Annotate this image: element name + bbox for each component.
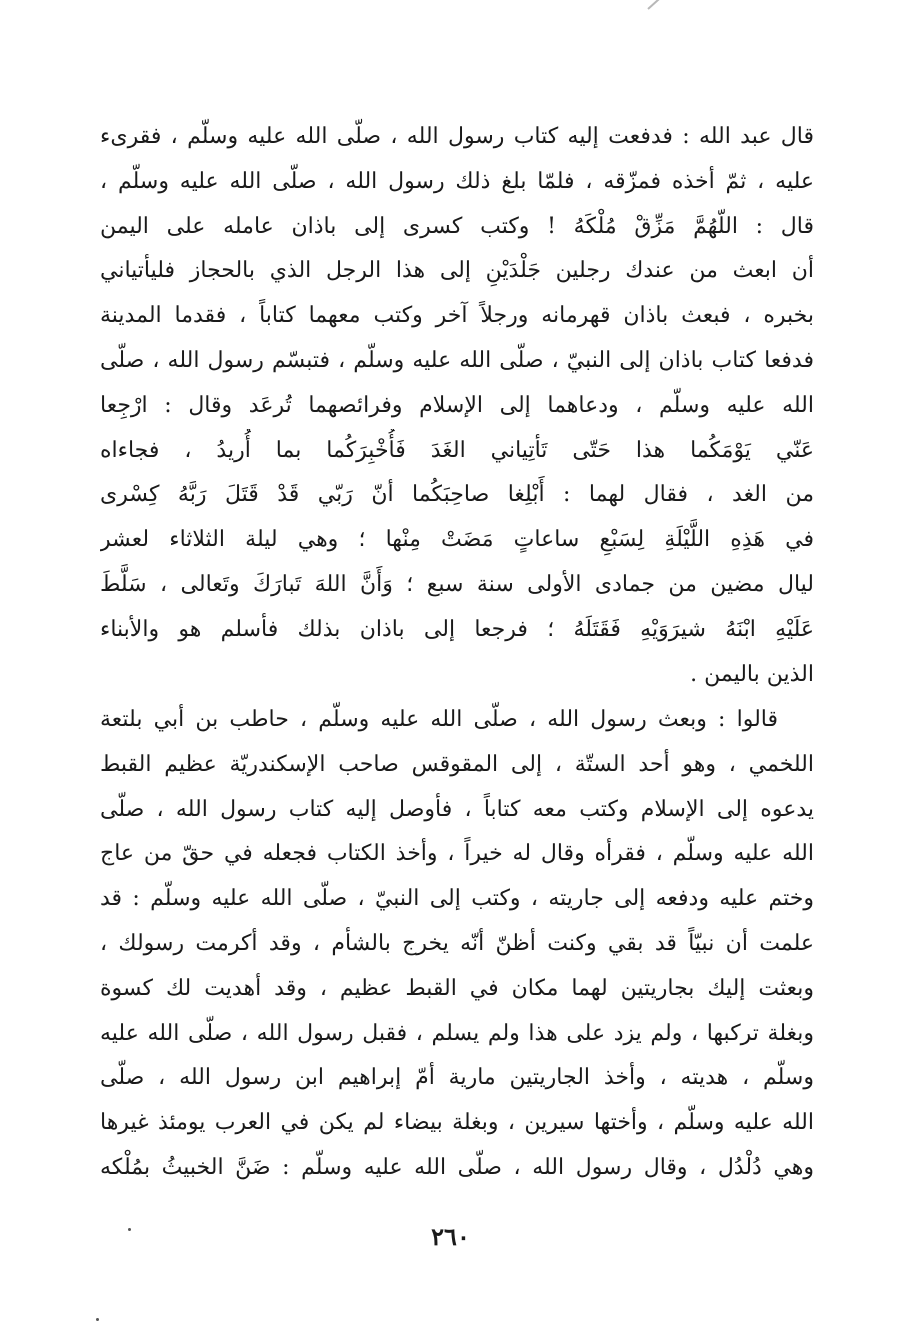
text-line: وبغلة تركبها ، ولم يزد على هذا ولم يسلم ، فقبل رسول الله ، صلّى الله عليه (100, 1020, 814, 1046)
text-line: بخبره ، فبعث باذان قهرمانه ورجلاً آخر وكتب معهما كتاباً ، فقدما المدينة (100, 303, 814, 329)
text-line: عليه ، ثمّ أخذه فمزّقه ، فلمّا بلغ ذلك رسول الله ، صلّى الله عليه وسلّم ، (100, 168, 814, 194)
text-line: وهي دُلْدُل ، وقال رسول الله ، صلّى الله عليه وسلّم : ضَنَّ الخبيثُ بمُلْكه (100, 1154, 814, 1180)
text-line: وختم عليه ودفعه إلى جاريته ، وكتب إلى النبيّ ، صلّى الله عليه وسلّم : قد (100, 886, 814, 912)
text-line: الذين باليمن . (690, 661, 814, 687)
scan-speck (128, 1228, 131, 1231)
text-line: من الغد ، فقال لهما : أَبْلِغا صاحِبَكُما أنّ رَبّي قَدْ قَتَلَ رَبَّهُ كِسْرى (100, 482, 814, 508)
text-line: فدفعا كتاب باذان إلى النبيّ ، صلّى الله عليه وسلّم ، فتبسّم رسول الله ، صلّى (100, 347, 814, 373)
text-line: عَلَيْهِ ابْنَهُ شيرَوَيْهِ فَقَتَلَهُ ؛ فرجعا إلى باذان بذلك فأسلم هو والأبناء (100, 616, 814, 642)
text-line: يدعوه إلى الإسلام وكتب معه كتاباً ، فأوصل إليه كتاب رسول الله ، صلّى (100, 796, 814, 822)
text-line: وسلّم ، هديته ، وأخذ الجاريتين مارية أمّ إبراهيم ابن رسول الله ، صلّى (100, 1065, 814, 1091)
text-line: الله عليه وسلّم ، ودعاهما إلى الإسلام وفرائصهما تُرعَد وقال : ارْجِعا (100, 392, 814, 418)
text-line: علمت أن نبيّاً قد بقي وكنت أظنّ أنّه يخرج بالشأم ، وقد أكرمت رسولك ، (100, 930, 814, 956)
text-line: عَنّي يَوْمَكُما هذا حَتّى تَأتِياني الغَدَ فَأُخْبِرَكُما بما أُريدُ ، فجاءاه (100, 437, 814, 463)
text-line: قال : اللّهُمَّ مَزِّقْ مُلْكَهُ ! وكتب كسرى إلى باذان عامله على اليمن (100, 213, 814, 239)
text-line: أن ابعث من عندك رجلين جَلْدَيْنِ إلى هذا الرجل الذي بالحجاز فليأتياني (100, 258, 814, 284)
paragraph-1 (100, 115, 814, 697)
text-line: قال عبد الله : فدفعت إليه كتاب رسول الله ، صلّى الله عليه وسلّم ، فقرىء (100, 124, 814, 149)
text-line: في هَذِهِ اللَّيْلَةِ لِسَبْعِ ساعاتٍ مَضَتْ مِنْها ؛ وهي ليلة الثلاثاء لعشر (100, 527, 814, 553)
paragraph-2 (100, 698, 814, 1191)
page-number: ٢٦٠ (431, 1222, 470, 1251)
text-line: ليال مضين من جمادى الأولى سنة سبع ؛ وَأَنَّ اللهَ تَبارَكَ وتَعالى ، سَلَّطَ (100, 571, 814, 597)
text-line: الله عليه وسلّم ، فقرأه وقال له خيراً ، وأخذ الكتاب فجعله في حقّ من عاج (100, 841, 814, 867)
text-line: اللخمي ، وهو أحد الستّة ، إلى المقوقس صاحب الإسكندريّة عظيم القبط (100, 751, 814, 777)
scan-speck (96, 1318, 99, 1321)
scan-mark (647, 0, 683, 10)
text-line: الله عليه وسلّم ، وأختها سيرين ، وبغلة بيضاء لم يكن في العرب يومئذ غيرها (100, 1110, 814, 1136)
text-line: وبعثت إليك بجاريتين لهما مكان في القبط عظيم ، وقد أهديت لك كسوة (100, 975, 814, 1001)
text-line: قالوا : وبعث رسول الله ، صلّى الله عليه وسلّم ، حاطب بن أبي بلتعة (100, 707, 778, 732)
